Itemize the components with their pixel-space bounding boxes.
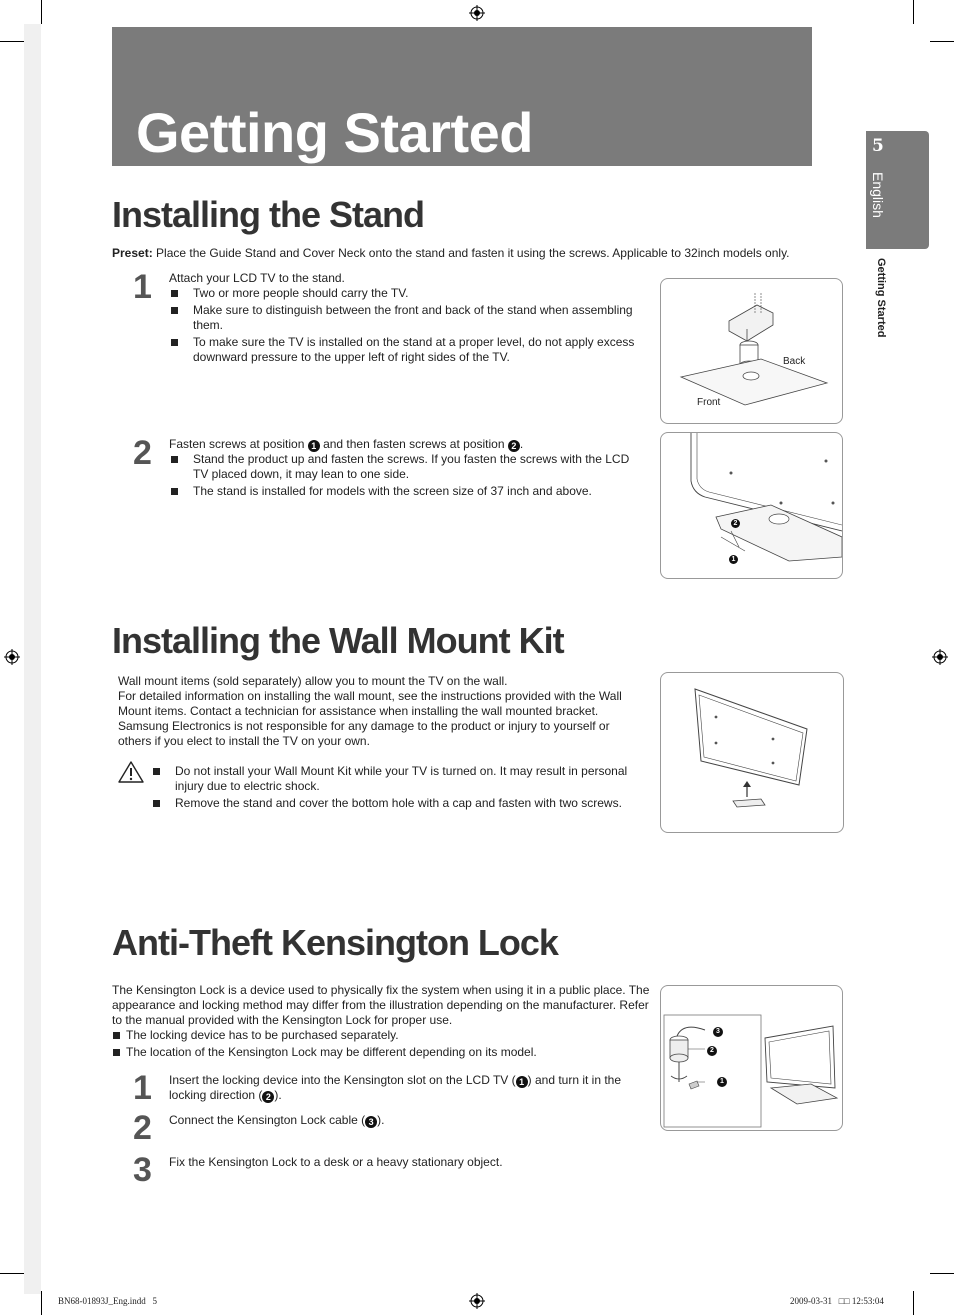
wall-intro — [118, 674, 640, 749]
bullet-list — [169, 452, 647, 499]
figure-marker: 2 — [731, 519, 740, 528]
wall-mount-illustration — [661, 673, 843, 832]
stand-heading: Installing the Stand — [112, 194, 425, 235]
marker-3: 3 — [365, 1116, 377, 1128]
paragraph: The Kensington Lock is a device used to physically fix the system when using it in a public place. The appearance and locking method may differ from the illustration depending on the manufacturer. Refer to the manual provided with the Kensington Lock for proper use. — [112, 983, 650, 1027]
step-number: 2 — [133, 434, 152, 472]
front-label: Front — [697, 397, 721, 408]
bullet-list — [112, 1028, 657, 1060]
crop-mark — [913, 1291, 914, 1315]
marker-1: 1 — [308, 440, 320, 452]
paragraph: For detailed information on installing the wall mount, see the instructions provided with the Wall Mount items. Contact a technician for assistance when installing the wall mounted bracket. Samsung Electronics is not responsible for any damage to the product or injury to yourself or others if you elect to install the TV on your own. — [118, 689, 622, 748]
step-text: Attach your LCD TV to the stand. — [169, 271, 345, 285]
step-text-part: . — [519, 437, 524, 451]
footer-date: 2009-03-31 □□ 12:53:04 — [790, 1296, 884, 1306]
warning-icon — [117, 760, 145, 784]
footer-file: BN68-01893J_Eng.indd 5 — [58, 1296, 157, 1306]
wall-heading: Installing the Wall Mount Kit — [112, 620, 564, 661]
marker-2: 2 — [262, 1091, 274, 1103]
step-text-part: ) and turn it in the locking direction ( — [169, 1073, 622, 1102]
crop-mark — [0, 41, 24, 42]
figure-marker: 3 — [713, 1027, 723, 1037]
registration-mark-icon — [4, 649, 20, 665]
step-number: 2 — [133, 1109, 152, 1147]
registration-mark-icon — [469, 5, 485, 21]
lock-intro — [112, 983, 657, 1062]
wall-mount-figure — [660, 672, 844, 833]
marker-1: 1 — [516, 1076, 528, 1088]
list-item: Remove the stand and cover the bottom hole with a cap and fasten with two screws. — [151, 796, 641, 811]
list-item: Make sure to distinguish between the front and back of the stand when assembling them. — [169, 303, 647, 333]
back-label: Back — [783, 356, 806, 367]
stand-step2 — [169, 437, 647, 501]
section-label: Getting Started — [875, 258, 887, 338]
page-number: 5 — [872, 136, 884, 156]
list-item: The locking device has to be purchased separately. — [112, 1028, 657, 1043]
marker-2: 2 — [508, 440, 520, 452]
left-margin-band — [24, 24, 41, 1294]
lock-step3: Fix the Kensington Lock to a desk or a heavy stationary object. — [169, 1155, 503, 1169]
step-text — [169, 437, 647, 452]
lock-heading: Anti-Theft Kensington Lock — [112, 922, 558, 963]
step-text-part: Fasten screws at position — [169, 437, 308, 451]
list-item: Two or more people should carry the TV. — [169, 286, 647, 301]
kensington-figure — [660, 985, 843, 1131]
lock-step1 — [169, 1073, 647, 1103]
preset-text: Place the Guide Stand and Cover Neck onto the stand and fasten it using the screws. Applicable to 32inch models only. — [152, 246, 790, 260]
crop-mark — [930, 41, 954, 42]
crop-mark — [930, 1273, 954, 1274]
step-text-part: ). — [377, 1113, 385, 1127]
step-number: 1 — [133, 1069, 152, 1107]
warning-list — [151, 764, 641, 811]
tv-on-stand-illustration — [661, 433, 842, 578]
kensington-lock-illustration — [661, 986, 842, 1130]
registration-mark-icon — [469, 1293, 485, 1309]
stand-screw-figure — [660, 432, 843, 579]
paragraph: Wall mount items (sold separately) allow you to mount the TV on the wall. — [118, 674, 508, 688]
list-item: The location of the Kensington Lock may be different depending on its model. — [112, 1045, 657, 1060]
figure-marker: 1 — [729, 555, 738, 564]
chapter-title: Getting Started — [136, 101, 533, 164]
lock-step2 — [169, 1113, 647, 1128]
list-item: Do not install your Wall Mount Kit while your TV is turned on. It may result in personal injury due to electric shock. — [151, 764, 641, 794]
crop-mark — [41, 0, 42, 24]
crop-mark — [0, 1273, 24, 1274]
preset-note — [112, 246, 852, 261]
preset-label: Preset: — [112, 246, 153, 260]
step-number: 3 — [133, 1151, 152, 1189]
stand-assembly-figure — [660, 278, 843, 424]
crop-mark — [41, 1291, 42, 1315]
list-item: To make sure the TV is installed on the stand at a proper level, do not apply excess downward pressure to the upper left of right sides of the TV. — [169, 335, 647, 365]
bullet-list — [169, 286, 647, 365]
step-text-part: Connect the Kensington Lock cable ( — [169, 1113, 366, 1127]
step-text-part: Insert the locking device into the Kensington slot on the LCD TV ( — [169, 1073, 516, 1087]
list-item: Stand the product up and fasten the screws. If you fasten the screws with the LCD TV placed down, it may lean to one side. — [169, 452, 647, 482]
step-text-part: and then fasten screws at position — [319, 437, 508, 451]
crop-mark — [913, 0, 914, 24]
registration-mark-icon — [932, 649, 948, 665]
figure-marker: 1 — [717, 1077, 727, 1087]
list-item: The stand is installed for models with the screen size of 37 inch and above. — [169, 484, 647, 499]
language-label: English — [870, 172, 886, 218]
figure-marker: 2 — [707, 1046, 717, 1056]
step-text-part: ). — [274, 1088, 282, 1102]
step-number: 1 — [133, 268, 152, 306]
stand-illustration — [661, 279, 842, 423]
wall-warnings — [151, 764, 641, 813]
stand-step1 — [169, 271, 647, 367]
